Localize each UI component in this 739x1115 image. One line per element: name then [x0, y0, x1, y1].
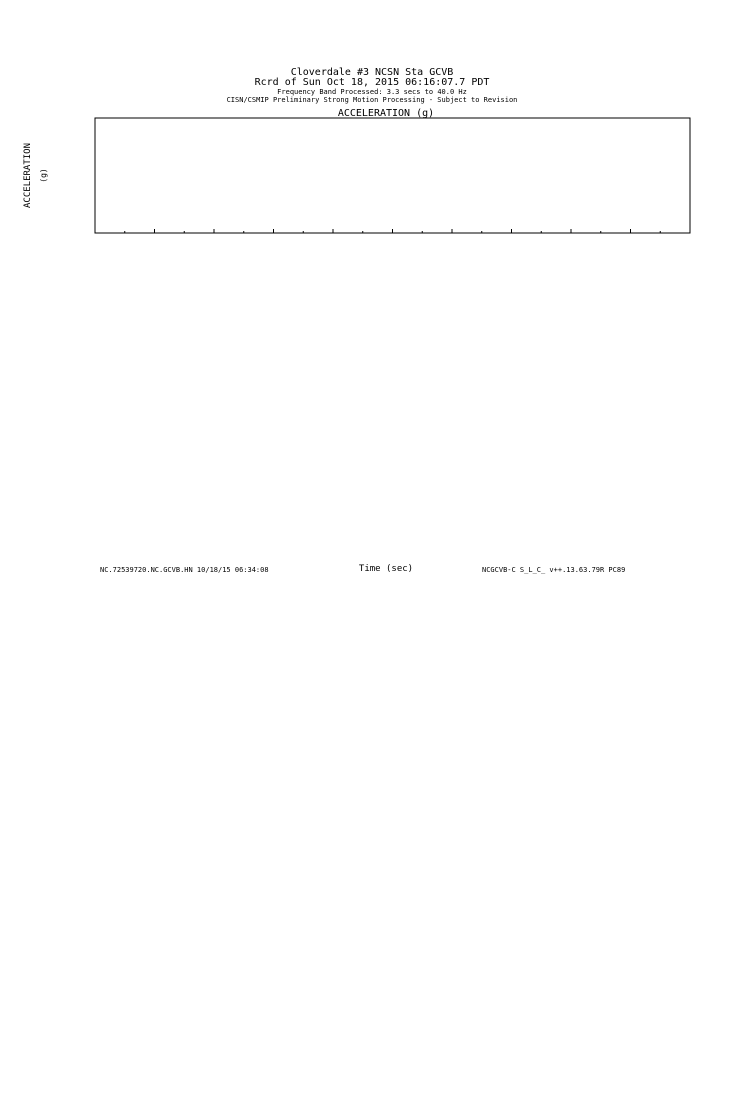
panel-ylabel: ACCELERATION — [23, 142, 33, 209]
header-line1: Cloverdale #3 NCSN Sta GCVB — [290, 67, 454, 78]
panel-ylabel-units: (g) — [39, 168, 48, 183]
header-line2: Rcrd of Sun Oct 18, 2015 06:16:07.7 PDT — [254, 77, 490, 88]
header-line4: CISN/CSMIP Preliminary Strong Motion Processing - Subject to Revision — [226, 96, 518, 104]
header-line3: Frequency Band Processed: 3.3 secs to 40.0 Hz — [277, 88, 467, 96]
footer-left: NC.72539720.NC.GCVB.HN 10/18/15 06:34:08 — [100, 566, 269, 574]
acceleration-panel — [23, 108, 690, 233]
footer-right: NCGCVB-C S_L_C_ v++.13.63.79R PC89 — [482, 566, 626, 574]
panel-frame — [95, 118, 690, 233]
time-axis-label: Time (sec) — [358, 564, 414, 574]
panel-title: ACCELERATION (g) — [337, 108, 435, 119]
